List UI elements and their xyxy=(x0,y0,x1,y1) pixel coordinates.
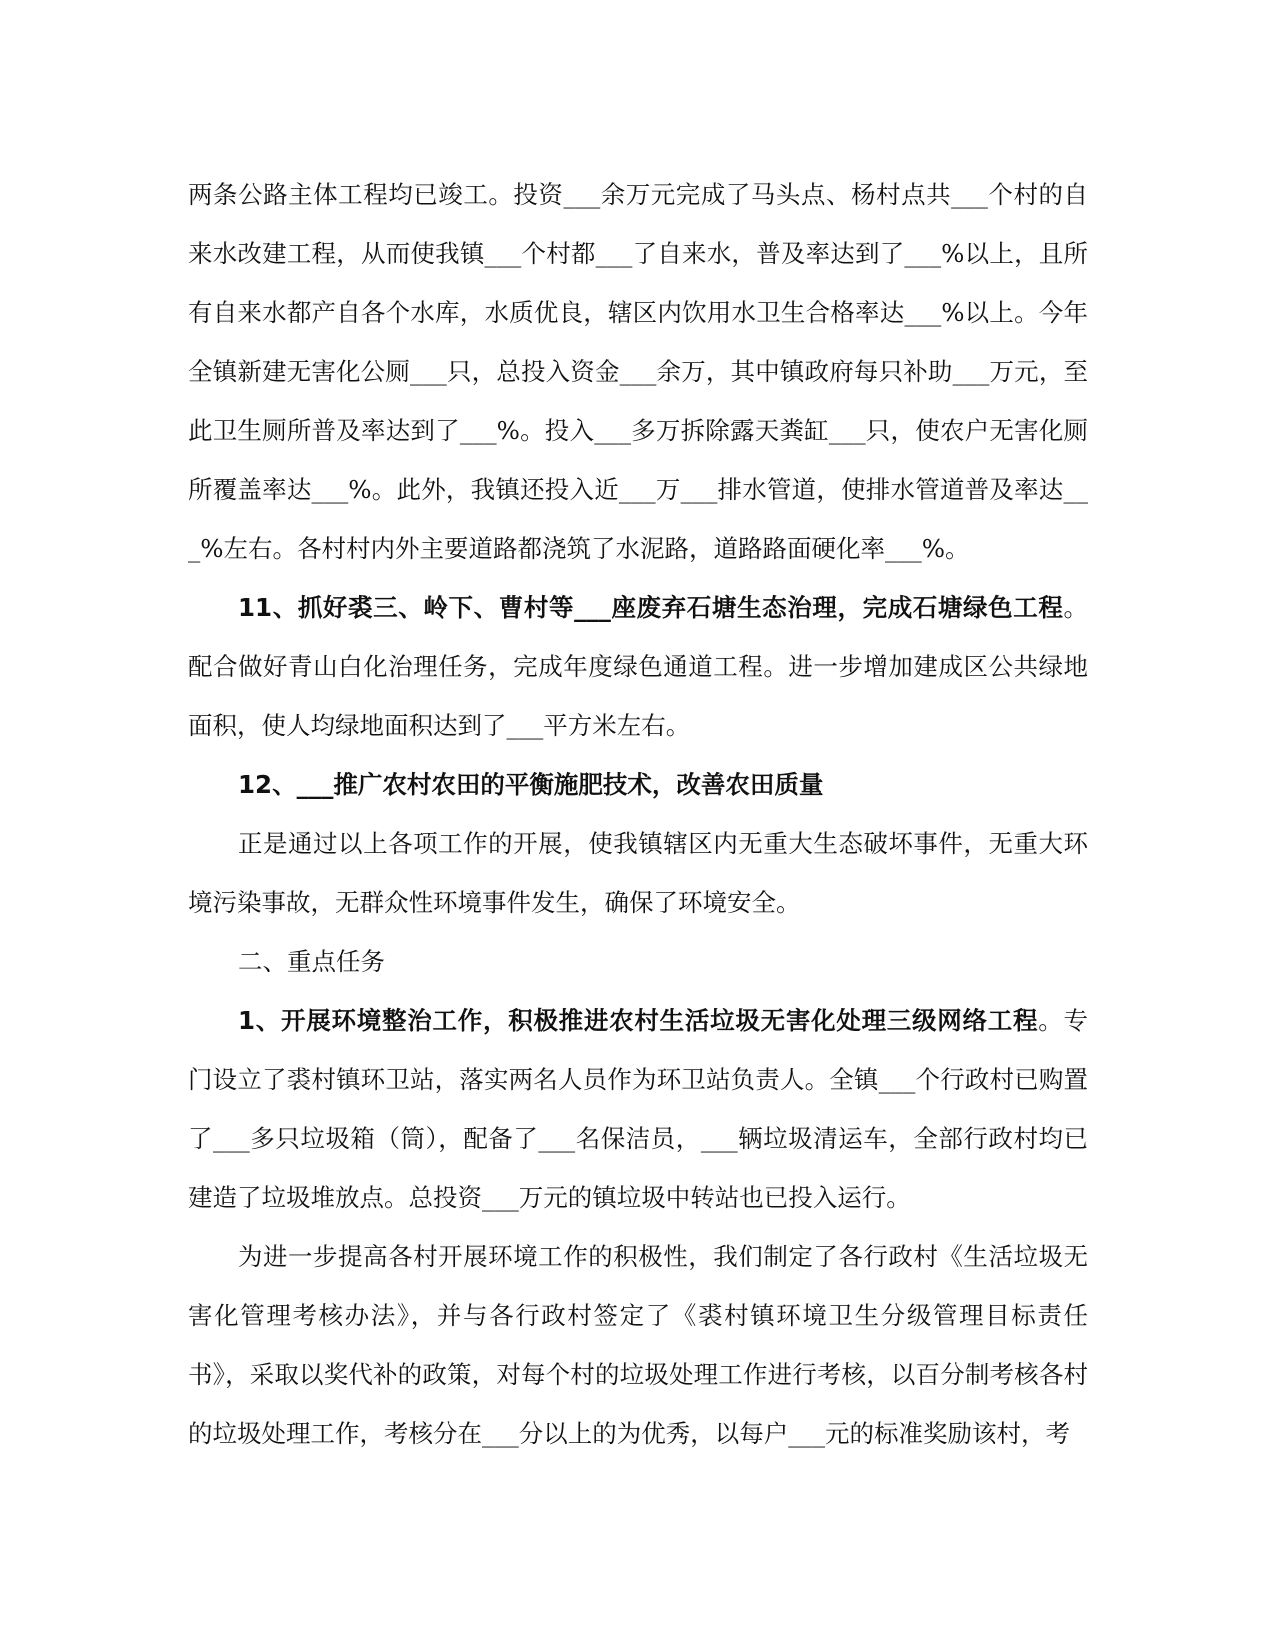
paragraph-item-12 xyxy=(188,755,1088,814)
paragraph-environment-safety: 正是通过以上各项工作的开展，使我镇辖区内无重大生态破坏事件，无重大环境污染事故，无群众性环境事件发生，确保了环境安全。 xyxy=(188,829,1088,917)
paragraph-assessment: 为进一步提高各村开展环境工作的积极性，我们制定了各行政村《生活垃圾无害化管理考核办法》，并与各行政村签定了《裘村镇环境卫生分级管理目标责任书》，采取以奖代补的政策，对每个村的垃圾处理工作进行考核，以百分制考核各村的垃圾处理工作，考核分在___分以上的为优秀，以每户___元的标准奖励该村，考 xyxy=(188,1242,1088,1448)
item-11-heading: 11、抓好裘三、岭下、曹村等___座废弃石塘生态治理，完成石塘绿色工程 xyxy=(238,593,1064,622)
section-heading-key-tasks: 二、重点任务 xyxy=(238,947,385,976)
document-body xyxy=(188,165,1088,1463)
item-11-body: 。配合做好青山白化治理任务，完成年度绿色通道工程。进一步增加建成区公共绿地面积，使人均绿地面积达到了___平方米左右。 xyxy=(188,593,1088,740)
task-1-body: 。专门设立了裘村镇环卫站，落实两名人员作为环卫站负责人。全镇___个行政村已购置了___多只垃圾箱（筒），配备了___名保洁员，___辆垃圾清运车，全部行政村均已建造了垃圾堆放点。总投资___万元的镇垃圾中转站也已投入运行。 xyxy=(188,1006,1089,1212)
task-1-heading: 1、开展环境整治工作，积极推进农村生活垃圾无害化处理三级网络工程 xyxy=(238,1006,1039,1035)
item-12-heading: 12、___推广农村农田的平衡施肥技术，改善农田质量 xyxy=(238,770,824,799)
paragraph-public-works: 两条公路主体工程均已竣工。投资___余万元完成了马头点、杨村点共___个村的自来水改建工程，从而使我镇___个村都___了自来水，普及率达到了___%以上，且所有自来水都产自各个水库，水质优良，辖区内饮用水卫生合格率达___%以上。今年全镇新建无害化公厕___只，总投入资金___余万，其中镇政府每只补助___万元，至此卫生厕所普及率达到了___%。投入___多万拆除露天粪缸___只，使农户无害化厕所覆盖率达___%。此外，我镇还投入近___万___排水管道，使排水管道普及率达___%左右。各村村内外主要道路都浇筑了水泥路，道路路面硬化率___%。 xyxy=(188,180,1088,563)
paragraph-item-11 xyxy=(188,578,1088,755)
paragraph-task-1 xyxy=(188,991,1088,1227)
